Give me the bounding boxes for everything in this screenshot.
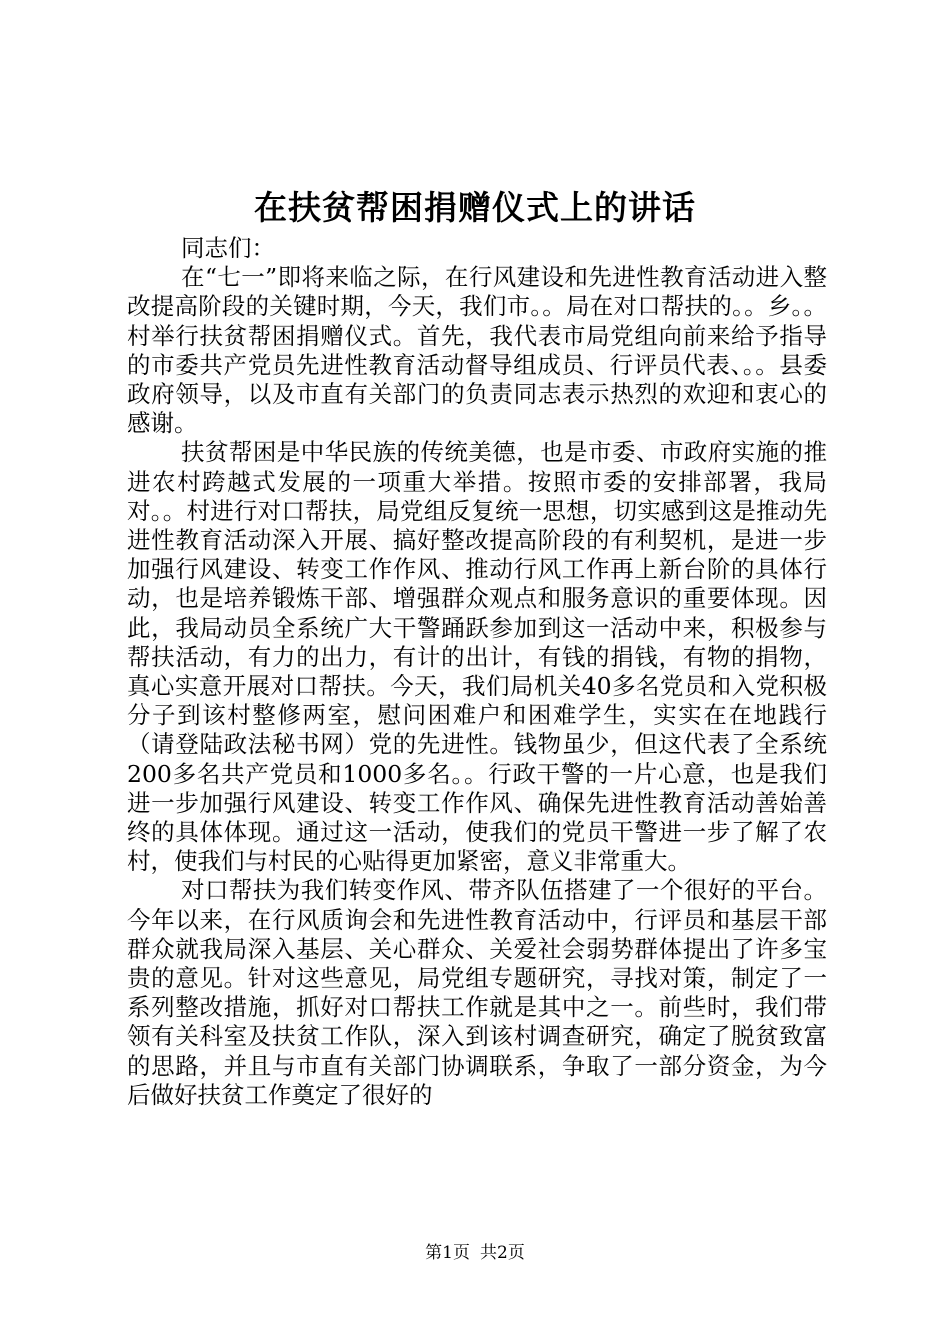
document-body bbox=[127, 234, 827, 1110]
paragraph-3: 对口帮扶为我们转变作风、带齐队伍搭建了一个很好的平台。今年以来，在行风质询会和先进性教育活动中，行评员和基层干部群众就我局深入基层、关心群众、关爱社会弱势群体提出了许多宝贵的意见。针对这些意见，局党组专题研究，寻找对策，制定了一系列整改措施，抓好对口帮扶工作就是其中之一。前些时，我们带领有关科室及扶贫工作队，深入到该村调查研究，确定了脱贫致富的思路，并且与市直有关部门协调联系，争取了一部分资金，为今后做好扶贫工作奠定了很好的 bbox=[127, 876, 827, 1109]
page-total: 共2页 bbox=[480, 1243, 525, 1263]
page-footer bbox=[0, 1242, 950, 1264]
salutation: 同志们： bbox=[181, 234, 276, 262]
paragraph-1: 在“七一”即将来临之际，在行风建设和先进性教育活动进入整改提高阶段的关键时期，今天，我们市。。局在对口帮扶的。。乡。。村举行扶贫帮困捐赠仪式。首先，我代表市局党组向前来给予指导的市委共产党员先进性教育活动督导组成员、行评员代表、。。县委政府领导，以及市直有关部门的负责同志表示热烈的欢迎和衷心的感谢。 bbox=[127, 263, 827, 438]
page-number: 第1页 bbox=[425, 1243, 470, 1263]
document-title: 在扶贫帮困捐赠仪式上的讲话 bbox=[254, 188, 696, 227]
paragraph-2: 扶贫帮困是中华民族的传统美德，也是市委、市政府实施的推进农村跨越式发展的一项重大举措。按照市委的安排部署，我局对。。村进行对口帮扶，局党组反复统一思想，切实感到这是推动先进性教育活动深入开展、搞好整改提高阶段的有利契机，是进一步加强行风建设、转变工作作风、推动行风工作再上新台阶的具体行动，也是培养锻炼干部、增强群众观点和服务意识的重要体现。因此，我局动员全系统广大干警踊跃参加到这一活动中来，积极参与帮扶活动，有力的出力，有计的出计，有钱的捐钱，有物的捐物，真心实意开展对口帮扶。今天，我们局机关40多名党员和入党积极分子到该村整修两室，慰问困难户和困难学生，实实在在地践行（请登陆政法秘书网）党的先进性。钱物虽少，但这代表了全系统200多名共产党员和1000多名。。行政干警的一片心意，也是我们进一步加强行风建设、转变工作作风、确保先进性教育活动善始善终的具体体现。通过这一活动，使我们的党员干警进一步了解了农村，使我们与村民的心贴得更加紧密，意义非常重大。 bbox=[127, 438, 827, 876]
